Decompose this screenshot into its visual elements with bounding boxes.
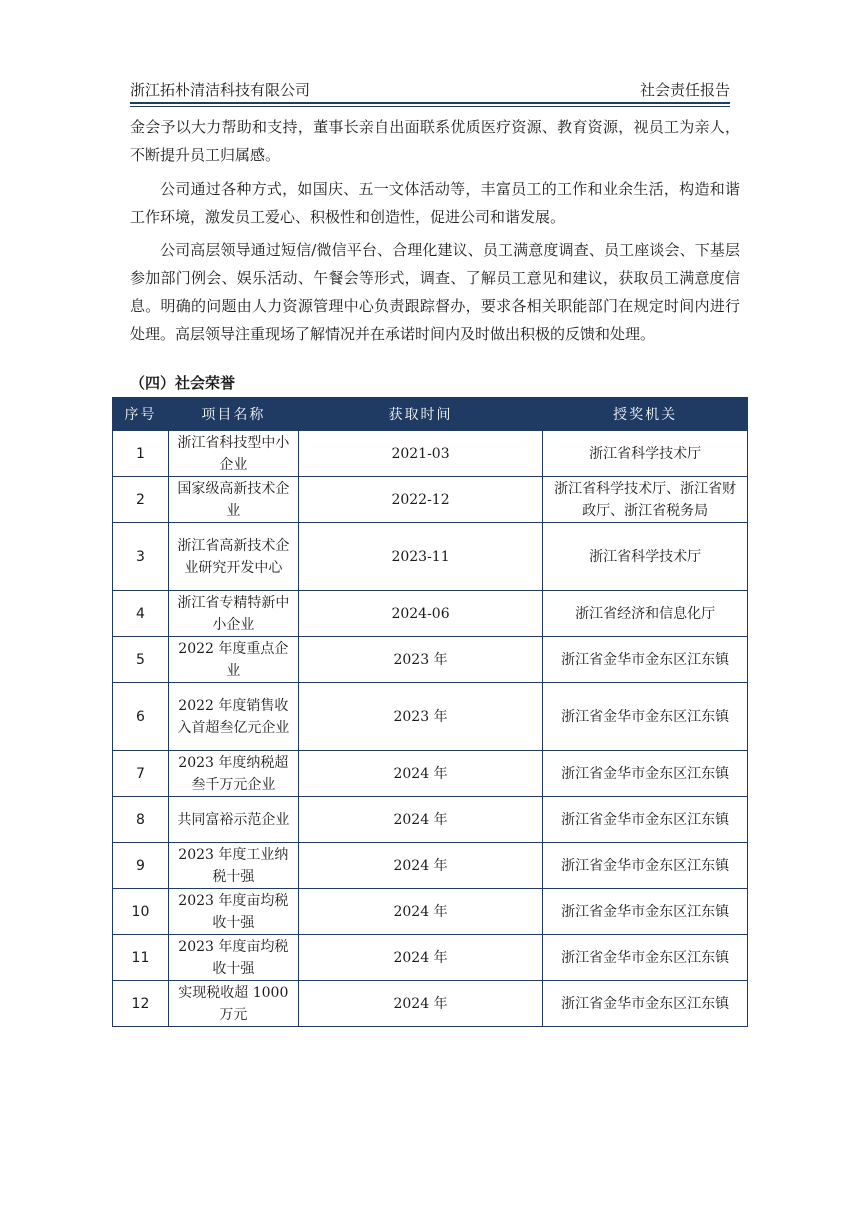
cell-org: 浙江省金华市金东区江东镇 [543,935,748,981]
table-row [113,591,748,637]
table-header-row [113,398,748,431]
header-time: 获取时间 [298,398,543,431]
cell-time: 2024-06 [298,591,543,637]
cell-time: 2024 年 [298,751,543,797]
cell-no: 4 [113,591,169,637]
cell-name: 浙江省专精特新中小企业 [168,591,298,637]
cell-name: 2022 年度重点企业 [168,637,298,683]
cell-time: 2024 年 [298,889,543,935]
cell-name: 2023 年度亩均税收十强 [168,889,298,935]
cell-time: 2024 年 [298,843,543,889]
table-row [113,889,748,935]
cell-no: 2 [113,477,169,523]
cell-name: 2022 年度销售收入首超叁亿元企业 [168,683,298,751]
cell-time: 2023-11 [298,523,543,591]
header-rule-thin [130,106,730,107]
table-row [113,981,748,1027]
company-name: 浙江拓朴清洁科技有限公司 [130,81,311,99]
cell-no: 9 [113,843,169,889]
header-name: 项目名称 [168,398,298,431]
cell-time: 2024 年 [298,797,543,843]
cell-name: 浙江省高新技术企业研究开发中心 [168,523,298,591]
cell-no: 10 [113,889,169,935]
cell-no: 5 [113,637,169,683]
cell-name: 国家级高新技术企业 [168,477,298,523]
cell-org: 浙江省科学技术厅 [543,523,748,591]
cell-org: 浙江省金华市金东区江东镇 [543,797,748,843]
cell-time: 2023 年 [298,683,543,751]
cell-org: 浙江省金华市金东区江东镇 [543,889,748,935]
cell-org: 浙江省金华市金东区江东镇 [543,843,748,889]
cell-org: 浙江省金华市金东区江东镇 [543,637,748,683]
table-row [113,935,748,981]
cell-no: 11 [113,935,169,981]
cell-name: 实现税收超 1000 万元 [168,981,298,1027]
cell-time: 2022-12 [298,477,543,523]
cell-name: 共同富裕示范企业 [168,797,298,843]
cell-org: 浙江省金华市金东区江东镇 [543,981,748,1027]
cell-time: 2023 年 [298,637,543,683]
cell-no: 8 [113,797,169,843]
paragraph-1: 金会予以大力帮助和支持，董事长亲自出面联系优质医疗资源、教育资源，视员工为亲人，不断提升员工归属感。 [130,118,740,164]
honors-table [112,397,748,1027]
cell-org: 浙江省金华市金东区江东镇 [543,751,748,797]
cell-org: 浙江省金华市金东区江东镇 [543,683,748,751]
cell-org: 浙江省科学技术厅 [543,431,748,477]
section-title: （四）社会荣誉 [130,374,236,392]
table-row [113,637,748,683]
table-row [113,843,748,889]
cell-time: 2024 年 [298,935,543,981]
table-row [113,751,748,797]
table-row [113,797,748,843]
table-row [113,683,748,751]
paragraph-2: 公司通过各种方式，如国庆、五一文体活动等，丰富员工的工作和业余生活，构造和谐工作环境，激发员工爱心、积极性和创造性，促进公司和谐发展。 [130,180,740,226]
cell-org: 浙江省科学技术厅、浙江省财政厅、浙江省税务局 [543,477,748,523]
header-org: 授奖机关 [543,398,748,431]
cell-no: 12 [113,981,169,1027]
cell-time: 2021-03 [298,431,543,477]
cell-name: 2023 年度纳税超叁千万元企业 [168,751,298,797]
cell-no: 3 [113,523,169,591]
page-header [130,78,730,102]
cell-no: 1 [113,431,169,477]
table-row [113,431,748,477]
report-title: 社会责任报告 [639,81,730,99]
cell-org: 浙江省经济和信息化厅 [543,591,748,637]
cell-name: 2023 年度工业纳税十强 [168,843,298,889]
table-row [113,523,748,591]
paragraph-3: 公司高层领导通过短信/微信平台、合理化建议、员工满意度调查、员工座谈会、下基层参加部门例会、娱乐活动、午餐会等形式，调查、了解员工意见和建议，获取员工满意度信息。明确的问题由人力资源管理中心负责跟踪督办，要求各相关职能部门在规定时间内进行处理。高层领导注重现场了解情况并在承诺时间内及时做出积极的反馈和处理。 [130,241,740,343]
cell-no: 6 [113,683,169,751]
cell-name: 2023 年度亩均税收十强 [168,935,298,981]
table-row [113,477,748,523]
header-no: 序号 [113,398,169,431]
cell-no: 7 [113,751,169,797]
cell-time: 2024 年 [298,981,543,1027]
cell-name: 浙江省科技型中小企业 [168,431,298,477]
header-rule-thick [130,102,730,104]
